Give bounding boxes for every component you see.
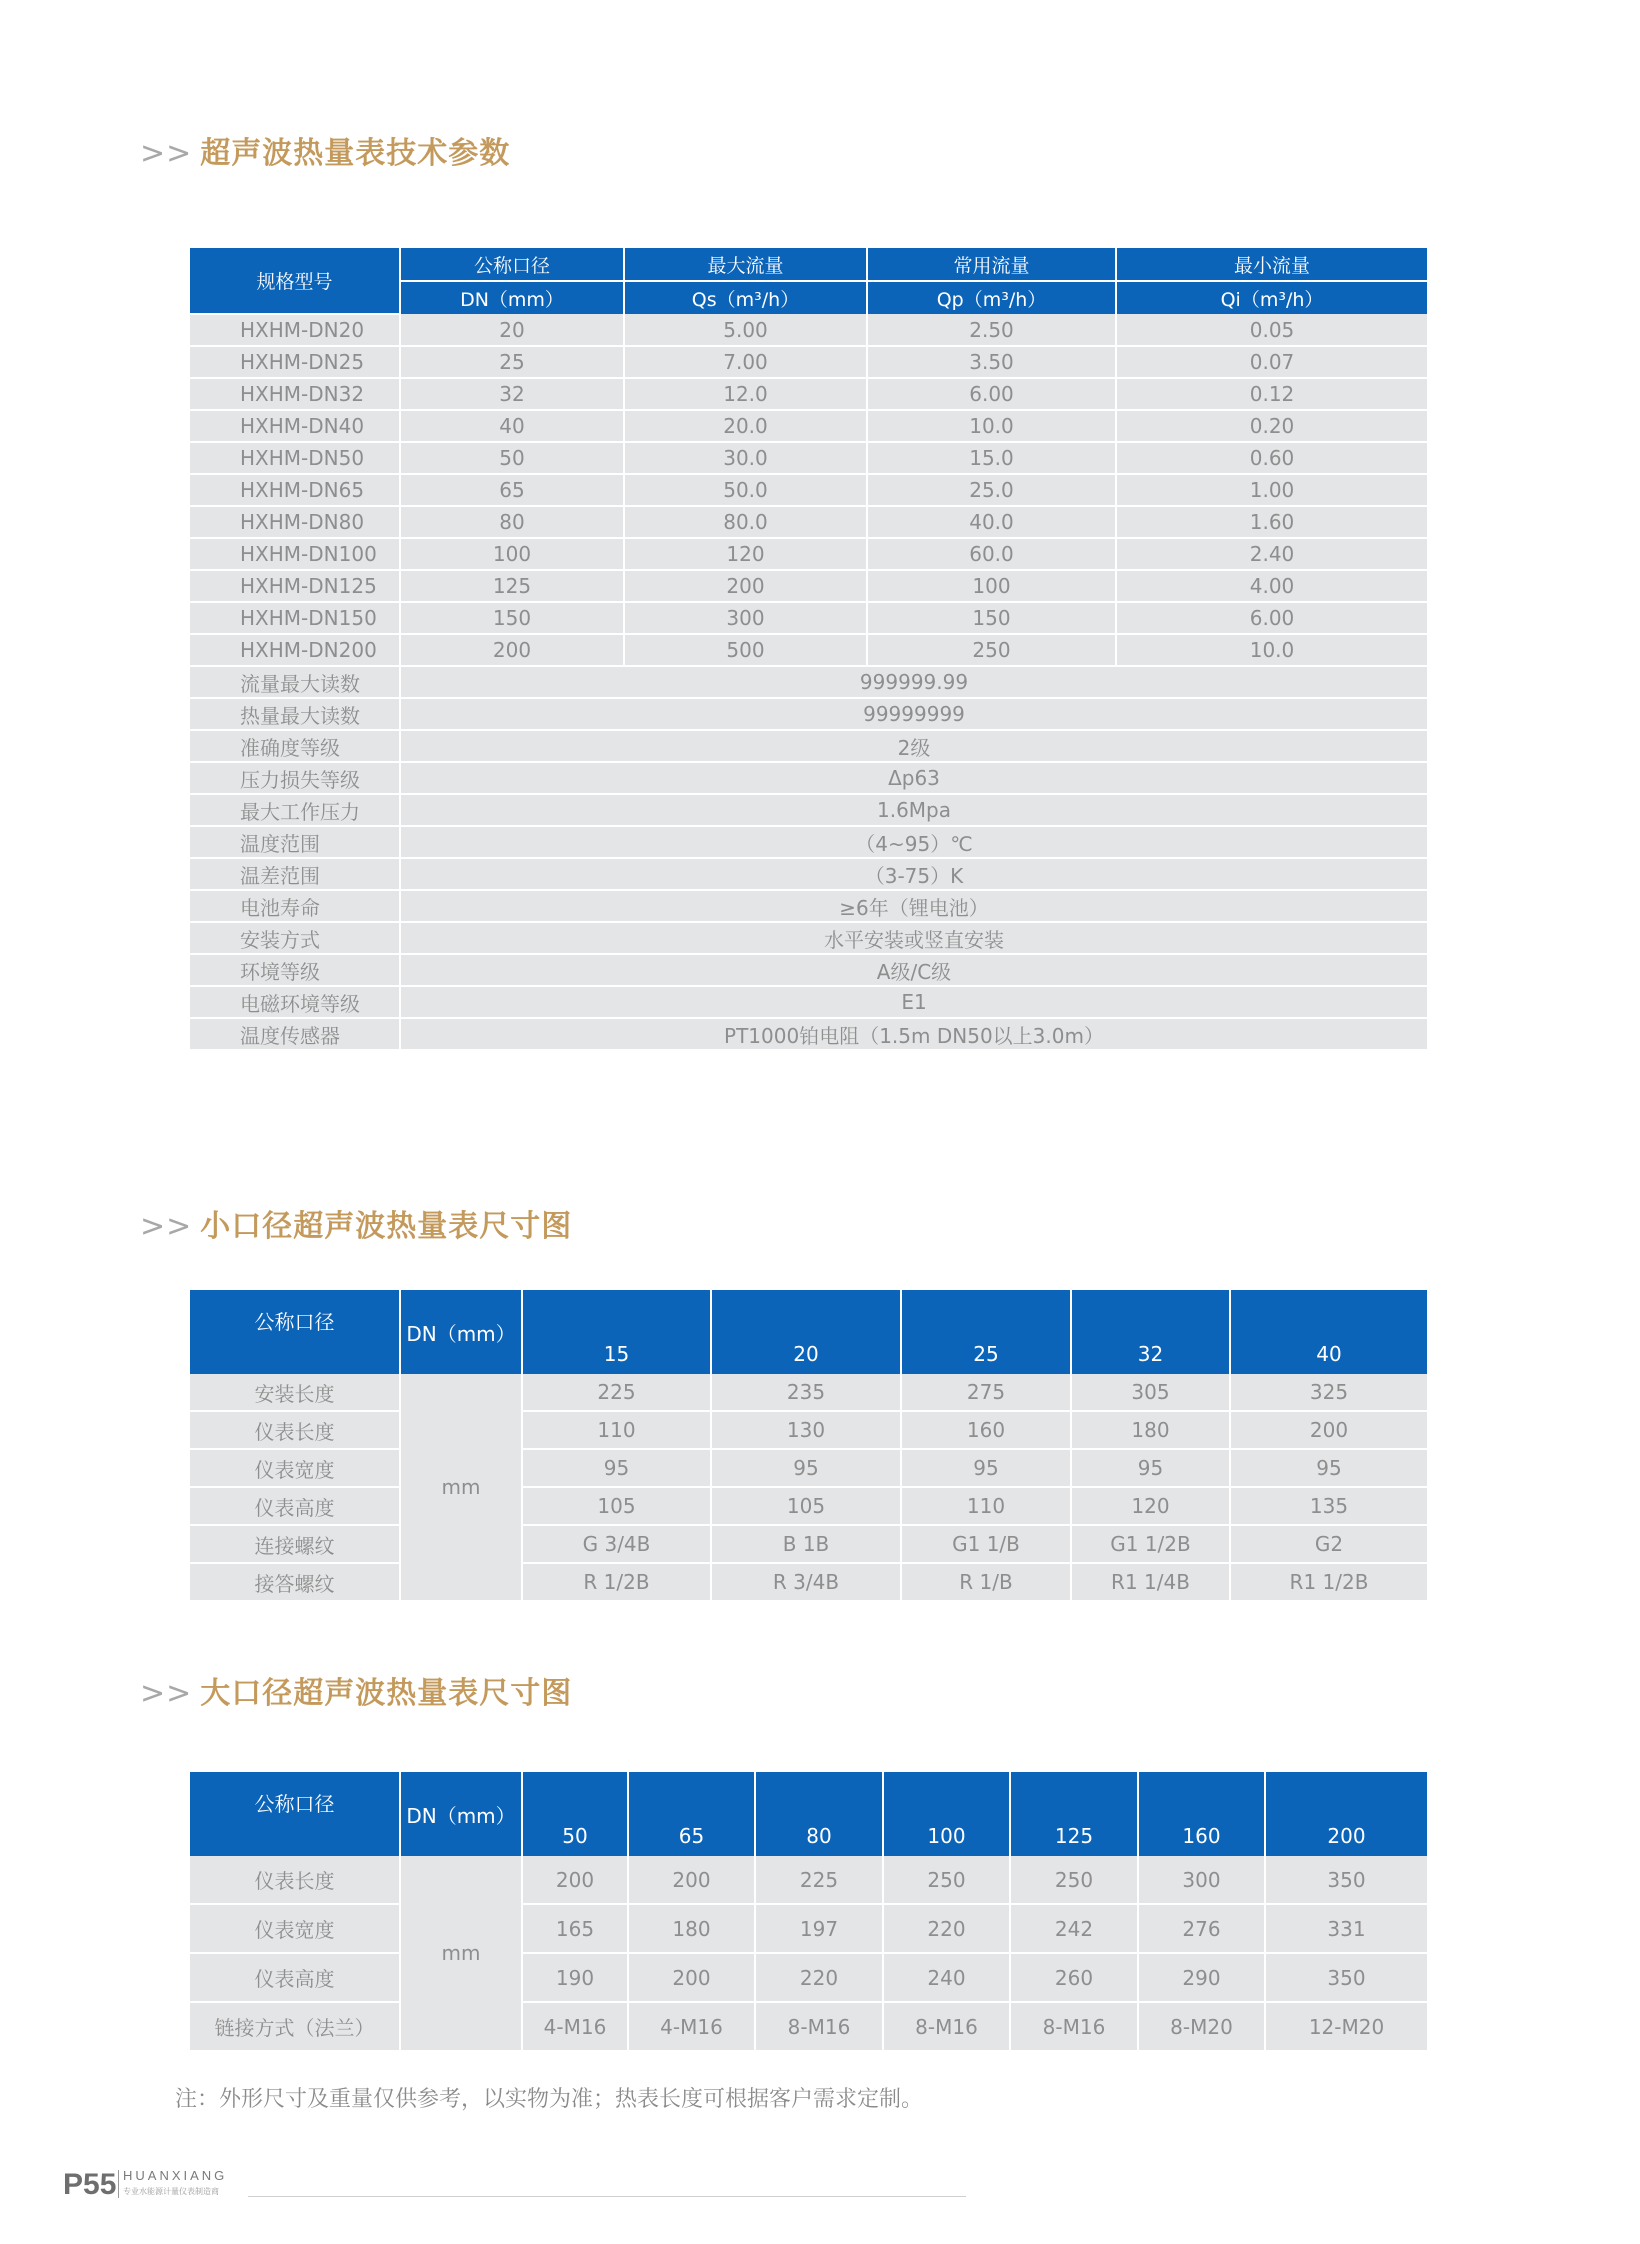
- value-cell: 30.0: [624, 442, 867, 474]
- value-cell: 10.0: [1116, 634, 1428, 666]
- section-title-text: 小口径超声波热量表尺寸图: [200, 1209, 573, 1244]
- spec-label: 热量最大读数: [190, 698, 400, 730]
- row-label: 链接方式（法兰）: [190, 2002, 400, 2051]
- header-size: 80: [755, 1772, 883, 1856]
- value-cell: 0.12: [1116, 378, 1428, 410]
- value-cell: 200: [1230, 1411, 1428, 1449]
- value-cell: 95: [1071, 1449, 1230, 1487]
- spec-label: 温度传感器: [190, 1018, 400, 1050]
- value-cell: 2.40: [1116, 538, 1428, 570]
- spec-value: （4~95）℃: [400, 826, 1428, 858]
- value-cell: 25: [400, 346, 624, 378]
- table-row: [190, 2002, 1428, 2051]
- value-cell: 350: [1265, 1953, 1428, 2002]
- table-row: [190, 1525, 1428, 1563]
- value-cell: 200: [522, 1856, 628, 1904]
- table-row: [190, 1904, 1428, 1953]
- value-cell: 100: [400, 538, 624, 570]
- value-cell: 120: [624, 538, 867, 570]
- model-cell: HXHM-DN32: [190, 378, 400, 410]
- header-label: 公称口径: [190, 1290, 400, 1374]
- model-cell: HXHM-DN20: [190, 314, 400, 346]
- header-cell: 公称口径: [400, 248, 624, 281]
- spec-row: [190, 954, 1428, 986]
- value-cell: 15.0: [867, 442, 1116, 474]
- value-cell: 260: [1010, 1953, 1138, 2002]
- value-cell: 1.60: [1116, 506, 1428, 538]
- value-cell: 100: [867, 570, 1116, 602]
- value-cell: 65: [400, 474, 624, 506]
- value-cell: 12.0: [624, 378, 867, 410]
- spec-label: 压力损失等级: [190, 762, 400, 794]
- header-size: 160: [1138, 1772, 1265, 1856]
- header-size: 20: [711, 1290, 901, 1374]
- spec-row: [190, 794, 1428, 826]
- model-cell: HXHM-DN65: [190, 474, 400, 506]
- page-number: P55: [63, 2168, 117, 2201]
- table-row: [190, 538, 1428, 570]
- value-cell: 95: [711, 1449, 901, 1487]
- spec-value: （3-75）K: [400, 858, 1428, 890]
- value-cell: 220: [883, 1904, 1010, 1953]
- value-cell: 60.0: [867, 538, 1116, 570]
- value-cell: 7.00: [624, 346, 867, 378]
- spec-row: [190, 698, 1428, 730]
- header-label: 公称口径: [190, 1772, 400, 1856]
- value-cell: 8-M16: [1010, 2002, 1138, 2051]
- value-cell: 12-M20: [1265, 2002, 1428, 2051]
- value-cell: 197: [755, 1904, 883, 1953]
- value-cell: 135: [1230, 1487, 1428, 1525]
- section-marker: >>: [140, 1209, 193, 1244]
- row-label: 仪表高度: [190, 1953, 400, 2002]
- value-cell: 95: [1230, 1449, 1428, 1487]
- section-title-tech-params: [140, 128, 510, 172]
- value-cell: 240: [883, 1953, 1010, 2002]
- header-size: 50: [522, 1772, 628, 1856]
- value-cell: 150: [867, 602, 1116, 634]
- spec-value: 2级: [400, 730, 1428, 762]
- value-cell: 190: [522, 1953, 628, 2002]
- value-cell: 120: [1071, 1487, 1230, 1525]
- value-cell: 110: [901, 1487, 1071, 1525]
- value-cell: 10.0: [867, 410, 1116, 442]
- spec-value: PT1000铂电阻（1.5m DN50以上3.0m）: [400, 1018, 1428, 1050]
- value-cell: 1.00: [1116, 474, 1428, 506]
- value-cell: 250: [883, 1856, 1010, 1904]
- table-row: [190, 570, 1428, 602]
- section-title-text: 超声波热量表技术参数: [200, 136, 511, 171]
- value-cell: 125: [400, 570, 624, 602]
- spec-label: 电池寿命: [190, 890, 400, 922]
- table-row: [190, 474, 1428, 506]
- value-cell: 200: [400, 634, 624, 666]
- value-cell: 8-M16: [883, 2002, 1010, 2051]
- table-row: [190, 346, 1428, 378]
- value-cell: 225: [522, 1374, 711, 1411]
- header-size: 65: [628, 1772, 755, 1856]
- value-cell: 80.0: [624, 506, 867, 538]
- table-header-row: [190, 248, 1428, 281]
- value-cell: 80: [400, 506, 624, 538]
- value-cell: 242: [1010, 1904, 1138, 1953]
- row-label: 连接螺纹: [190, 1525, 400, 1563]
- value-cell: 50: [400, 442, 624, 474]
- value-cell: 0.20: [1116, 410, 1428, 442]
- table-row: [190, 314, 1428, 346]
- table-row: [190, 378, 1428, 410]
- spec-row: [190, 826, 1428, 858]
- value-cell: 0.60: [1116, 442, 1428, 474]
- value-cell: 0.07: [1116, 346, 1428, 378]
- value-cell: 3.50: [867, 346, 1116, 378]
- header-model: 规格型号: [190, 248, 400, 314]
- model-cell: HXHM-DN100: [190, 538, 400, 570]
- spec-value: 99999999: [400, 698, 1428, 730]
- value-cell: G 3/4B: [522, 1525, 711, 1563]
- header-size: 25: [901, 1290, 1071, 1374]
- section-title-large-size: [140, 1668, 572, 1712]
- value-cell: 110: [522, 1411, 711, 1449]
- spec-value: ≥6年（锂电池）: [400, 890, 1428, 922]
- row-label: 仪表宽度: [190, 1449, 400, 1487]
- value-cell: 150: [400, 602, 624, 634]
- brand-name: HUANXIANG: [123, 2168, 228, 2183]
- spec-label: 电磁环境等级: [190, 986, 400, 1018]
- header-cell: 最大流量: [624, 248, 867, 281]
- value-cell: 250: [1010, 1856, 1138, 1904]
- table-row: [190, 1856, 1428, 1904]
- spec-row: [190, 858, 1428, 890]
- value-cell: 276: [1138, 1904, 1265, 1953]
- tech-params-table: [190, 248, 1429, 1051]
- header-unit-cell: Qi（m³/h）: [1116, 281, 1428, 314]
- value-cell: 305: [1071, 1374, 1230, 1411]
- value-cell: 180: [628, 1904, 755, 1953]
- value-cell: 331: [1265, 1904, 1428, 1953]
- value-cell: 4-M16: [522, 2002, 628, 2051]
- spec-label: 安装方式: [190, 922, 400, 954]
- model-cell: HXHM-DN50: [190, 442, 400, 474]
- value-cell: R 1/B: [901, 1563, 1071, 1601]
- table-row: [190, 634, 1428, 666]
- value-cell: 300: [1138, 1856, 1265, 1904]
- value-cell: 25.0: [867, 474, 1116, 506]
- spec-row: [190, 922, 1428, 954]
- value-cell: 130: [711, 1411, 901, 1449]
- spec-label: 环境等级: [190, 954, 400, 986]
- value-cell: 20.0: [624, 410, 867, 442]
- value-cell: 6.00: [1116, 602, 1428, 634]
- table-row: [190, 1487, 1428, 1525]
- value-cell: 250: [867, 634, 1116, 666]
- value-cell: 4-M16: [628, 2002, 755, 2051]
- value-cell: 32: [400, 378, 624, 410]
- table-row: [190, 506, 1428, 538]
- table-row: [190, 1953, 1428, 2002]
- value-cell: R 1/2B: [522, 1563, 711, 1601]
- section-marker: >>: [140, 136, 193, 171]
- row-label: 仪表长度: [190, 1411, 400, 1449]
- value-cell: 200: [628, 1856, 755, 1904]
- value-cell: 105: [522, 1487, 711, 1525]
- value-cell: 95: [901, 1449, 1071, 1487]
- value-cell: 235: [711, 1374, 901, 1411]
- value-cell: 300: [624, 602, 867, 634]
- value-cell: 5.00: [624, 314, 867, 346]
- value-cell: R1 1/4B: [1071, 1563, 1230, 1601]
- value-cell: R 3/4B: [711, 1563, 901, 1601]
- value-cell: 180: [1071, 1411, 1230, 1449]
- spec-label: 温度范围: [190, 826, 400, 858]
- value-cell: 160: [901, 1411, 1071, 1449]
- table-row: [190, 1374, 1428, 1411]
- spec-value: E1: [400, 986, 1428, 1018]
- model-cell: HXHM-DN200: [190, 634, 400, 666]
- model-cell: HXHM-DN80: [190, 506, 400, 538]
- spec-row: [190, 1018, 1428, 1050]
- header-size: 40: [1230, 1290, 1428, 1374]
- value-cell: 95: [522, 1449, 711, 1487]
- footer-rule: [248, 2196, 966, 2197]
- value-cell: 6.00: [867, 378, 1116, 410]
- header-size: 200: [1265, 1772, 1428, 1856]
- footer-divider: [118, 2170, 119, 2198]
- value-cell: 4.00: [1116, 570, 1428, 602]
- header-size: 32: [1071, 1290, 1230, 1374]
- value-cell: 2.50: [867, 314, 1116, 346]
- value-cell: 105: [711, 1487, 901, 1525]
- row-label: 接答螺纹: [190, 1563, 400, 1601]
- table-row: [190, 410, 1428, 442]
- value-cell: 220: [755, 1953, 883, 2002]
- spec-row: [190, 890, 1428, 922]
- value-cell: 225: [755, 1856, 883, 1904]
- value-cell: 325: [1230, 1374, 1428, 1411]
- value-cell: 8-M20: [1138, 2002, 1265, 2051]
- model-cell: HXHM-DN40: [190, 410, 400, 442]
- table-row: [190, 1411, 1428, 1449]
- value-cell: G1 1/2B: [1071, 1525, 1230, 1563]
- unit-cell: mm: [400, 1856, 522, 2051]
- value-cell: R1 1/2B: [1230, 1563, 1428, 1601]
- header-cell: 常用流量: [867, 248, 1116, 281]
- section-title-small-size: [140, 1201, 572, 1245]
- spec-value: Δp63: [400, 762, 1428, 794]
- row-label: 安装长度: [190, 1374, 400, 1411]
- value-cell: 20: [400, 314, 624, 346]
- value-cell: G2: [1230, 1525, 1428, 1563]
- value-cell: 165: [522, 1904, 628, 1953]
- model-cell: HXHM-DN25: [190, 346, 400, 378]
- header-size: 125: [1010, 1772, 1138, 1856]
- table-row: [190, 442, 1428, 474]
- large-size-table: [190, 1772, 1429, 2052]
- brand-tagline: 专业水能源计量仪表制造商: [123, 2187, 219, 2196]
- spec-value: 水平安装或竖直安装: [400, 922, 1428, 954]
- header-size: 15: [522, 1290, 711, 1374]
- table-header-row: [190, 1290, 1428, 1374]
- spec-row: [190, 730, 1428, 762]
- header-unit-cell: Qp（m³/h）: [867, 281, 1116, 314]
- row-label: 仪表高度: [190, 1487, 400, 1525]
- row-label: 仪表长度: [190, 1856, 400, 1904]
- value-cell: 40: [400, 410, 624, 442]
- spec-value: A级/C级: [400, 954, 1428, 986]
- header-unit: DN（mm）: [400, 1290, 522, 1374]
- value-cell: 50.0: [624, 474, 867, 506]
- value-cell: 290: [1138, 1953, 1265, 2002]
- spec-value: 999999.99: [400, 666, 1428, 698]
- section-title-text: 大口径超声波热量表尺寸图: [200, 1676, 573, 1711]
- table-row: [190, 1449, 1428, 1487]
- value-cell: 275: [901, 1374, 1071, 1411]
- value-cell: 0.05: [1116, 314, 1428, 346]
- spec-value: 1.6Mpa: [400, 794, 1428, 826]
- header-unit: DN（mm）: [400, 1772, 522, 1856]
- header-unit-cell: DN（mm）: [400, 281, 624, 314]
- table-header-row: [190, 1772, 1428, 1856]
- footnote: 注：外形尺寸及重量仅供参考，以实物为准；热表长度可根据客户需求定制。: [175, 2087, 924, 2112]
- spec-row: [190, 666, 1428, 698]
- header-unit-cell: Qs（m³/h）: [624, 281, 867, 314]
- section-marker: >>: [140, 1676, 193, 1711]
- small-size-table: [190, 1290, 1429, 1602]
- spec-label: 温差范围: [190, 858, 400, 890]
- spec-row: [190, 762, 1428, 794]
- value-cell: 8-M16: [755, 2002, 883, 2051]
- value-cell: 350: [1265, 1856, 1428, 1904]
- spec-label: 最大工作压力: [190, 794, 400, 826]
- value-cell: B 1B: [711, 1525, 901, 1563]
- model-cell: HXHM-DN125: [190, 570, 400, 602]
- model-cell: HXHM-DN150: [190, 602, 400, 634]
- value-cell: 200: [628, 1953, 755, 2002]
- row-label: 仪表宽度: [190, 1904, 400, 1953]
- table-row: [190, 602, 1428, 634]
- value-cell: 40.0: [867, 506, 1116, 538]
- value-cell: 200: [624, 570, 867, 602]
- value-cell: 500: [624, 634, 867, 666]
- spec-label: 准确度等级: [190, 730, 400, 762]
- spec-label: 流量最大读数: [190, 666, 400, 698]
- spec-row: [190, 986, 1428, 1018]
- unit-cell: mm: [400, 1374, 522, 1601]
- value-cell: G1 1/B: [901, 1525, 1071, 1563]
- header-size: 100: [883, 1772, 1010, 1856]
- table-row: [190, 1563, 1428, 1601]
- header-cell: 最小流量: [1116, 248, 1428, 281]
